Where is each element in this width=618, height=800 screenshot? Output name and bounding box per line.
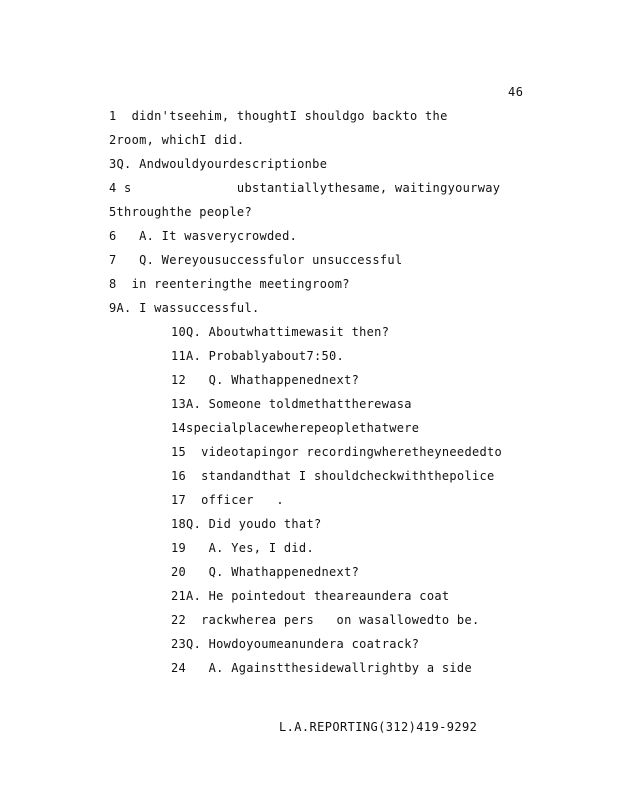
transcript-line-18: 18Q. Did youdo that? (171, 517, 322, 531)
transcript-line-5: 5throughthe people? (109, 205, 252, 219)
transcript-line-13: 13A. Someone toldmethattherewasa (171, 397, 412, 411)
transcript-line-17: 17 officer . (171, 493, 284, 507)
transcript-line-8: 8 in reenteringthe meetingroom? (109, 277, 350, 291)
transcript-line-16: 16 standandthat I shouldcheckwiththepolice (171, 469, 495, 483)
transcript-line-7: 7 Q. Wereyousuccessfulor unsuccessful (109, 253, 403, 267)
transcript-line-20: 20 Q. Whathappenednext? (171, 565, 360, 579)
transcript-line-2: 2room, whichI did. (109, 133, 245, 147)
transcript-line-10: 10Q. Aboutwhattimewasit then? (171, 325, 390, 339)
transcript-line-14: 14specialplacewherepeoplethatwere (171, 421, 420, 435)
transcript-line-1: 1 didn'tseehim, thoughtI shouldgo backto the (109, 109, 448, 123)
transcript-line-4: 4 s ubstantiallythesame, waitingyourway (109, 181, 501, 195)
transcript-line-3: 3Q. Andwouldyourdescriptionbe (109, 157, 328, 171)
page-number: 46 (508, 85, 524, 99)
transcript-line-19: 19 A. Yes, I did. (171, 541, 314, 555)
transcript-line-11: 11A. Probablyabout7:50. (171, 349, 345, 363)
transcript-line-24: 24 A. Againstthesidewallrightby a side (171, 661, 472, 675)
transcript-line-22: 22 rackwherea pers on wasallowedto be. (171, 613, 480, 627)
transcript-line-21: 21A. He pointedout theareaundera coat (171, 589, 450, 603)
transcript-line-23: 23Q. Howdoyoumeanundera coatrack? (171, 637, 420, 651)
transcript-line-9: 9A. I wassuccessful. (109, 301, 260, 315)
footer-reporter: L.A.REPORTING(312)419-9292 (279, 720, 478, 734)
transcript-line-12: 12 Q. Whathappenednext? (171, 373, 360, 387)
transcript-line-6: 6 A. It wasverycrowded. (109, 229, 298, 243)
transcript-line-15: 15 videotapingor recordingwheretheyneededto (171, 445, 503, 459)
